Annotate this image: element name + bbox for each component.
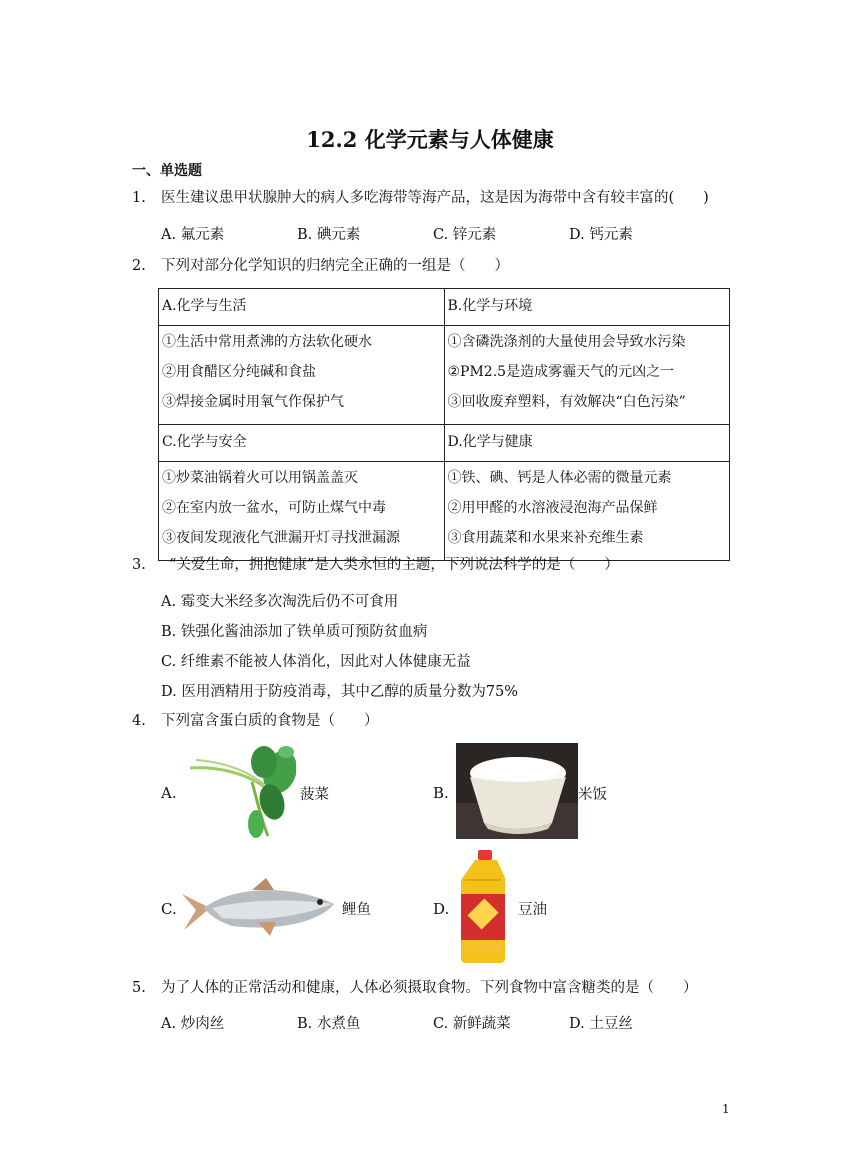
q3-option-b[interactable]: B. 铁强化酱油添加了铁单质可预防贫血病 xyxy=(161,624,428,640)
table-item: ①铁、碘、钙是人体必需的微量元素 xyxy=(447,470,672,486)
rice-bowl-image xyxy=(456,743,578,839)
table-cell-c-head: C.化学与安全 xyxy=(159,425,445,462)
q5-option-b[interactable]: B. 水煮鱼 xyxy=(297,1016,361,1032)
question-number: 1. xyxy=(132,190,146,206)
q5-option-c[interactable]: C. 新鲜蔬菜 xyxy=(433,1016,511,1032)
table-item: ②用甲醛的水溶液浸泡海产品保鲜 xyxy=(447,500,658,516)
table-cell-d-head: D.化学与健康 xyxy=(444,425,730,462)
question-stem: 下列对部分化学知识的归纳完全正确的一组是（ ） xyxy=(161,258,509,274)
question-number: 4. xyxy=(132,713,146,729)
food-label-carp: 鲤鱼 xyxy=(342,902,371,918)
q4-option-a-letter[interactable]: A. xyxy=(161,784,177,802)
q4-option-c-letter[interactable]: C. xyxy=(161,900,177,918)
table-cell-b-head: B.化学与环境 xyxy=(444,289,730,326)
q1-option-c[interactable]: C. 锌元素 xyxy=(433,227,497,243)
q3-option-c[interactable]: C. 纤维素不能被人体消化，因此对人体健康无益 xyxy=(161,654,471,670)
table-item: ①生活中常用煮沸的方法软化硬水 xyxy=(162,334,372,350)
carp-fish-image xyxy=(182,876,340,940)
question-number: 3. xyxy=(132,557,146,573)
table-item: ③焊接金属时用氧气作保护气 xyxy=(162,394,344,410)
q1-option-a[interactable]: A. 氟元素 xyxy=(161,227,225,243)
q1-option-d[interactable]: D. 钙元素 xyxy=(569,227,633,243)
food-label-soybean-oil: 豆油 xyxy=(518,902,547,918)
table-cell-a-items xyxy=(159,326,445,425)
table-item: ③食用蔬菜和水果来补充维生素 xyxy=(447,530,644,546)
table-item: ②用食醋区分纯碱和食盐 xyxy=(162,364,316,380)
question-stem: 为了人体的正常活动和健康，人体必须摄取食物。下列食物中富含糖类的是（ ） xyxy=(161,980,698,996)
page-number: 1 xyxy=(722,1102,730,1116)
q1-option-b[interactable]: B. 碘元素 xyxy=(297,227,361,243)
q4-option-b-letter[interactable]: B. xyxy=(433,784,449,802)
table-cell-a-head: A.化学与生活 xyxy=(159,289,445,326)
q4-option-d-letter[interactable]: D. xyxy=(433,900,450,918)
table-cell-b-items xyxy=(444,326,730,425)
page-title: 12.2 化学元素与人体健康 xyxy=(306,127,554,152)
section-heading: 一、单选题 xyxy=(132,163,202,179)
question-number: 2. xyxy=(132,258,146,274)
table-cell-c-items xyxy=(159,462,445,561)
question-stem: 医生建议患甲状腺肿大的病人多吃海带等海产品，这是因为海带中含有较丰富的( ) xyxy=(161,190,709,206)
table-item: ③回收废弃塑料，有效解决“白色污染” xyxy=(447,394,686,410)
food-label-spinach: 菠菜 xyxy=(300,787,329,803)
table-item: ①含磷洗涤剂的大量使用会导致水污染 xyxy=(447,334,686,350)
soybean-oil-bottle-image xyxy=(457,850,515,964)
spinach-image xyxy=(188,744,296,840)
question-number: 5. xyxy=(132,980,146,996)
table-item: ③夜间发现液化气泄漏开灯寻找泄漏源 xyxy=(162,530,400,546)
q3-option-a[interactable]: A. 霉变大米经多次淘洗后仍不可食用 xyxy=(161,594,399,610)
table-cell-d-items xyxy=(444,462,730,561)
table-item: ②PM2.5是造成雾霾天气的元凶之一 xyxy=(447,364,675,380)
knowledge-table xyxy=(158,288,730,561)
question-stem: 下列富含蛋白质的食物是（ ） xyxy=(161,713,379,729)
q3-option-d[interactable]: D. 医用酒精用于防疫消毒，其中乙醇的质量分数为75% xyxy=(161,684,519,700)
food-label-rice: 米饭 xyxy=(578,787,607,803)
table-item: ①炒菜油锅着火可以用锅盖盖灭 xyxy=(162,470,358,486)
q5-option-a[interactable]: A. 炒肉丝 xyxy=(161,1016,225,1032)
q5-option-d[interactable]: D. 土豆丝 xyxy=(569,1016,633,1032)
question-stem: “关爱生命，拥抱健康”是人类永恒的主题，下列说法科学的是（ ） xyxy=(169,557,619,573)
table-item: ②在室内放一盆水，可防止煤气中毒 xyxy=(162,500,386,516)
